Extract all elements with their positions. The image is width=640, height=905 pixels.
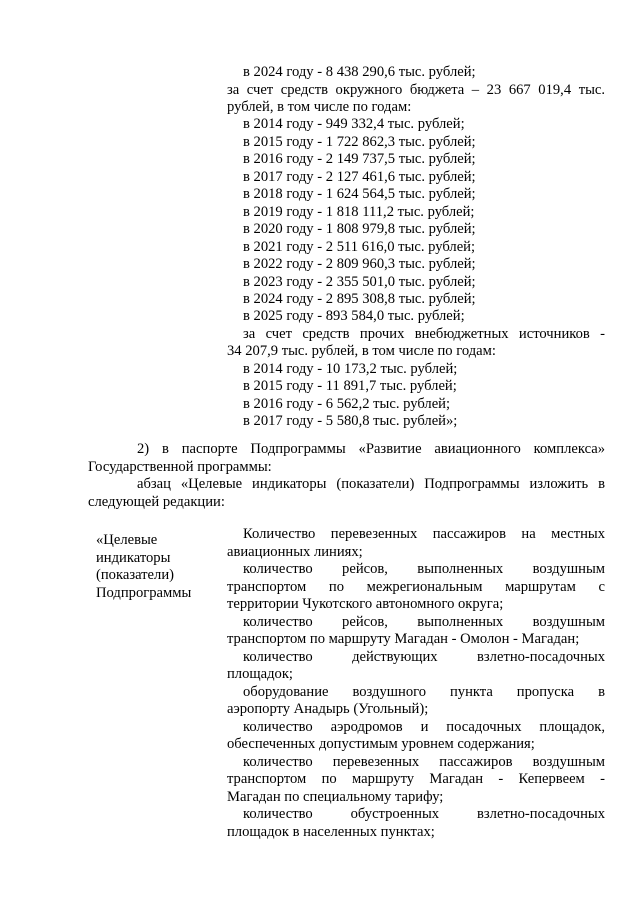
district-year-line: в 2014 году - 949 332,4 тыс. рублей;: [243, 116, 465, 132]
district-year-line: в 2020 году - 1 808 979,8 тыс. рублей;: [243, 221, 476, 237]
district-year-line: в 2016 году - 2 149 737,5 тыс. рублей;: [243, 151, 476, 167]
indicator-line: транспортом по межрегиональным маршрутам с: [227, 579, 605, 595]
district-year-line: в 2025 году - 893 584,0 тыс. рублей;: [243, 308, 465, 324]
district-budget-intro-cont: рублей, в том числе по годам:: [227, 99, 412, 115]
indicator-line: транспортом по маршруту Магадан - Омолон - Магадан;: [227, 631, 580, 647]
indicator-line: площадок;: [227, 666, 293, 682]
indicator-label-line: (показатели): [96, 567, 174, 583]
other-year-line: в 2016 году - 6 562,2 тыс. рублей;: [243, 396, 451, 412]
indicator-line: количество аэродромов и посадочных площадок,: [243, 719, 605, 735]
district-year-line: в 2015 году - 1 722 862,3 тыс. рублей;: [243, 134, 476, 150]
item2-line1: 2) в паспорте Подпрограммы «Развитие авиационного комплекса»: [137, 441, 605, 457]
indicator-line: территории Чукотского автономного округа;: [227, 596, 504, 612]
indicator-line: обеспеченных допустимым уровнем содержания;: [227, 736, 535, 752]
indicator-line: количество рейсов, выполненных воздушным: [243, 614, 605, 630]
district-budget-intro: за счет средств окружного бюджета – 23 667 019,4 тыс.: [227, 82, 605, 98]
item2-line3: абзац «Целевые индикаторы (показатели) Подпрограммы изложить в: [137, 476, 605, 492]
indicator-label-line: «Целевые: [96, 532, 158, 548]
indicator-line: транспортом по маршруту Магадан - Кепервеем -: [227, 771, 605, 787]
indicator-line: количество обустроенных взлетно-посадочных: [243, 806, 605, 822]
other-sources-intro: за счет средств прочих внебюджетных источников -: [243, 326, 605, 342]
other-year-line: в 2017 году - 5 580,8 тыс. рублей»;: [243, 413, 458, 429]
other-year-line: в 2015 году - 11 891,7 тыс. рублей;: [243, 378, 457, 394]
district-year-line: в 2022 году - 2 809 960,3 тыс. рублей;: [243, 256, 476, 272]
other-year-line: в 2014 году - 10 173,2 тыс. рублей;: [243, 361, 458, 377]
district-year-line: в 2023 году - 2 355 501,0 тыс. рублей;: [243, 274, 476, 290]
district-year-line: в 2018 году - 1 624 564,5 тыс. рублей;: [243, 186, 476, 202]
other-sources-intro-cont: 34 207,9 тыс. рублей, в том числе по годам:: [227, 343, 496, 359]
district-year-line: в 2024 году - 2 895 308,8 тыс. рублей;: [243, 291, 476, 307]
indicator-line: авиационных линиях;: [227, 544, 363, 560]
indicator-label-line: индикаторы: [96, 550, 171, 566]
indicator-line: Количество перевезенных пассажиров на местных: [243, 526, 605, 542]
district-year-line: в 2021 году - 2 511 616,0 тыс. рублей;: [243, 239, 476, 255]
indicator-line: площадок в населенных пунктах;: [227, 824, 435, 840]
indicator-line: оборудование воздушного пункта пропуска в: [243, 684, 605, 700]
indicator-line: аэропорту Анадырь (Угольный);: [227, 701, 429, 717]
indicator-line: количество перевезенных пассажиров воздушным: [243, 754, 605, 770]
indicator-line: Магадан по специальному тарифу;: [227, 789, 444, 805]
indicator-line: количество рейсов, выполненных воздушным: [243, 561, 605, 577]
item2-line2: Государственной программы:: [88, 459, 272, 475]
indicator-line: количество действующих взлетно-посадочных: [243, 649, 605, 665]
district-year-line: в 2017 году - 2 127 461,6 тыс. рублей;: [243, 169, 476, 185]
indicator-label-line: Подпрограммы: [96, 585, 192, 601]
budget-line-2024: в 2024 году - 8 438 290,6 тыс. рублей;: [243, 64, 476, 80]
item2-line4: следующей редакции:: [88, 494, 225, 510]
district-year-line: в 2019 году - 1 818 111,2 тыс. рублей;: [243, 204, 475, 220]
